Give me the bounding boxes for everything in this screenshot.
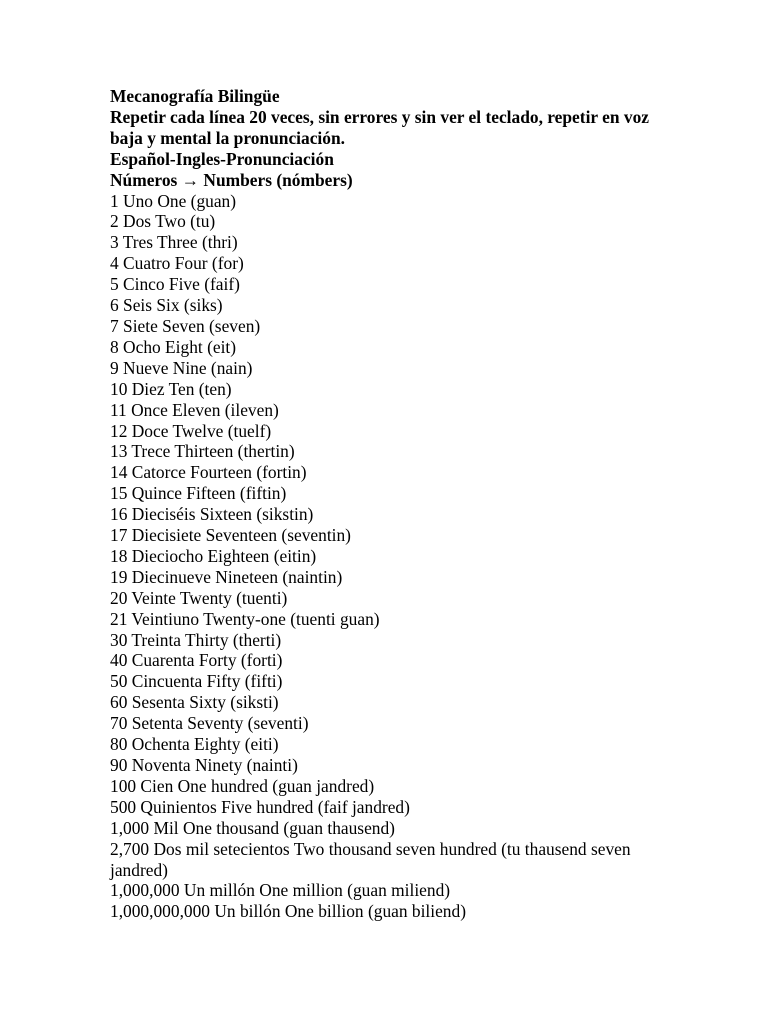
list-item: 4 Cuatro Four (for)	[110, 253, 244, 274]
list-item: 10 Diez Ten (ten)	[110, 378, 232, 399]
list-item: 6 Seis Six (siks)	[110, 295, 223, 316]
list-item: 500 Quinientos Five hundred (faif jandred)	[110, 796, 410, 817]
numbers-list	[110, 191, 670, 923]
list-item: 40 Cuarenta Forty (forti)	[110, 650, 283, 671]
list-item: 60 Sesenta Sixty (siksti)	[110, 692, 279, 713]
list-item: 30 Treinta Thirty (therti)	[110, 629, 282, 650]
list-item: 1 Uno One (guan)	[110, 190, 237, 211]
list-item: 100 Cien One hundred (guan jandred)	[110, 775, 375, 796]
document-title: Mecanografía Bilingüe	[110, 86, 280, 106]
list-item: 14 Catorce Fourteen (fortin)	[110, 462, 307, 483]
document-content	[110, 86, 670, 922]
list-item: 50 Cincuenta Fifty (fifti)	[110, 671, 283, 692]
list-item: 17 Diecisiete Seventeen (seventin)	[110, 525, 351, 546]
list-item: 2 Dos Two (tu)	[110, 211, 216, 232]
list-item: 20 Veinte Twenty (tuenti)	[110, 587, 288, 608]
list-item: 15 Quince Fifteen (fiftin)	[110, 483, 287, 504]
list-item: 7 Siete Seven (seven)	[110, 315, 261, 336]
list-item: 13 Trece Thirteen (thertin)	[110, 441, 295, 462]
list-item: 8 Ocho Eight (eit)	[110, 336, 237, 357]
section-heading: Números → Numbers (nómbers)	[110, 169, 353, 190]
list-item: 16 Dieciséis Sixteen (sikstin)	[110, 504, 314, 525]
list-item: 19 Diecinueve Nineteen (naintin)	[110, 566, 343, 587]
list-item: 18 Dieciocho Eighteen (eitin)	[110, 545, 317, 566]
list-item: 90 Noventa Ninety (nainti)	[110, 755, 298, 775]
list-item: 9 Nueve Nine (nain)	[110, 357, 253, 378]
instructions-text: Repetir cada línea 20 veces, sin errores y sin ver el teclado, repetir en voz baja y mental la pronunciación.	[110, 106, 649, 148]
list-item: 1,000,000,000 Un billón One billion (guan biliend)	[110, 901, 466, 922]
list-item: 12 Doce Twelve (tuelf)	[110, 420, 272, 441]
list-item: 1,000 Mil One thousand (guan thausend)	[110, 817, 395, 838]
list-item: 11 Once Eleven (ileven)	[110, 399, 279, 420]
list-item: 80 Ochenta Eighty (eiti)	[110, 734, 279, 755]
list-item: 1,000,000 Un millón One million (guan miliend)	[110, 880, 451, 901]
list-item: 2,700 Dos mil setecientos Two thousand seven hundred (tu thausend seven jandred)	[110, 838, 631, 880]
list-item: 21 Veintiuno Twenty-one (tuenti guan)	[110, 608, 380, 629]
list-item: 3 Tres Three (thri)	[110, 232, 238, 253]
document-subtitle: Español-Ingles-Pronunciación	[110, 148, 334, 169]
list-item: 5 Cinco Five (faif)	[110, 274, 240, 295]
list-item: 70 Setenta Seventy (seventi)	[110, 713, 309, 734]
